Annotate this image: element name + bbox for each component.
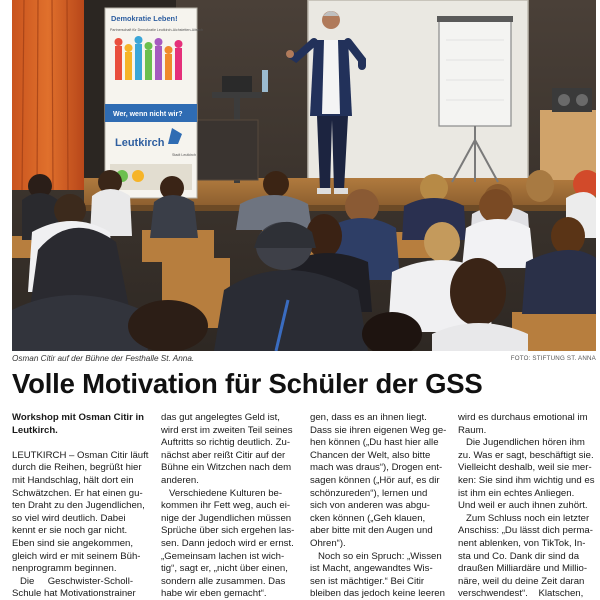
text-line: sen ist mächtiger.“ Bei Citir xyxy=(310,575,425,587)
caption-row xyxy=(12,354,596,366)
banner-subtitle: Partnerschaft für Demokratie Leutkirch-Aichstetten-Aitrach xyxy=(110,28,203,32)
text-line: sta und Co. Dank dir sind da xyxy=(458,550,580,562)
article-lead xyxy=(12,412,150,437)
photo-credit: FOTO: STIFTUNG ST. ANNA xyxy=(510,355,596,362)
text-line: bleiben das jedoch keine leeren xyxy=(310,588,445,600)
text-line: nent ablenken, von TikTok, In- xyxy=(458,537,586,549)
column-4 xyxy=(458,412,596,600)
article-photo xyxy=(12,0,596,351)
banner-title: Demokratie Leben! xyxy=(111,14,178,23)
text-line: Und weil er auch ihnen zuhört. xyxy=(458,500,588,512)
column-2 xyxy=(161,412,299,600)
text-line: Raum. xyxy=(458,424,487,436)
article-body xyxy=(12,412,596,600)
text-line: nige der Jugendlichen müssen xyxy=(161,512,292,524)
text-line: Dass sie ihren eigenen Weg ge- xyxy=(310,424,447,436)
banner-question: Wer, wenn nicht wir? xyxy=(113,111,183,118)
text-line: schönzureden“), lernen und xyxy=(310,487,428,499)
text-line: cken können („Geh klauen, xyxy=(310,512,426,524)
text-line: sondern alle zusammen. Das xyxy=(161,575,286,587)
text-line: Schule hat Motivationstrainer xyxy=(12,588,136,600)
text-line: anderen. xyxy=(161,474,199,486)
column-3 xyxy=(310,412,448,600)
article-headline: Volle Motivation für Schüler der GSS xyxy=(12,368,483,399)
column-1 xyxy=(12,412,150,600)
text-line: Ohren“). xyxy=(310,537,346,549)
text-line: Zum Schluss noch ein letzter xyxy=(458,512,590,524)
text-line: wird erst im zweiten Teil seines xyxy=(161,424,293,436)
text-line: durch die Reihen, begrüßt hier xyxy=(12,462,142,474)
text-line: habe wir eben gemacht“. xyxy=(161,588,267,600)
text-line: „Gemeinsam lachen ist wich- xyxy=(161,550,285,562)
text-line: Sprüche über sich ergehen las- xyxy=(161,525,295,537)
text-line: Noch so ein Spruch: „Wissen xyxy=(310,550,442,562)
text-line: sich von anderen was abgu- xyxy=(310,500,430,512)
text-line: das gut angelegtes Geld ist, xyxy=(161,412,280,423)
text-line: ten Draht zu den Jugendlichen, xyxy=(12,500,145,512)
text-line: Schwätzchen. Er hat einen gu- xyxy=(12,487,143,499)
text-line: Anschiss: „Du lässt dich perma- xyxy=(458,525,593,537)
column-1-text xyxy=(12,450,150,600)
text-line: wird es durchaus emotional im xyxy=(458,412,588,423)
text-line: zu. Was er sagt, beschäftigt sie. xyxy=(458,449,594,461)
photo-illustration xyxy=(12,0,596,351)
text-line: nenprogramm beginnen. xyxy=(12,563,117,575)
lead-line: Leutkirch. xyxy=(12,424,58,436)
text-line: kennt er sie noch gar nicht. xyxy=(12,525,128,537)
rollup-banner xyxy=(105,8,203,198)
text-line: ist Macht, angewandtes Wis- xyxy=(310,563,433,575)
text-line: Verschiedene Kulturen be- xyxy=(161,487,283,499)
text-line: verschwendest“. Klatschen, xyxy=(458,588,584,600)
text-line: aber bitte mit den Augen und xyxy=(310,525,433,537)
text-line: LEUTKIRCH – Osman Citir läuft xyxy=(12,449,149,461)
text-line: Eben sind sie angekommen, xyxy=(12,537,134,549)
text-line: Chancen der Welt, also bitte xyxy=(310,449,431,461)
text-line: Bühne ein Witzchen nach dem xyxy=(161,462,292,474)
banner-small: Stadt Leutkirch xyxy=(172,153,196,157)
text-line: so viel wird deutlich. Dabei xyxy=(12,512,126,524)
text-line: sen. Dann jedoch wird er ernst. xyxy=(161,537,294,549)
text-line: ken: Sie sind ihm wichtig und es xyxy=(458,474,595,486)
text-line: hen können („Du hast hier alle xyxy=(310,437,439,449)
text-line: ist ihm ein echtes Anliegen. xyxy=(458,487,575,499)
text-line: näre, weil du deine Zeit daran xyxy=(458,575,585,587)
text-line: Auftritts so richtig deutlich. Zu- xyxy=(161,437,291,449)
text-line: draußen Milliardäre und Millio- xyxy=(458,563,588,575)
banner-logo: Leutkirch xyxy=(115,137,165,149)
text-line: sagen können („Hör auf, es dir xyxy=(310,474,440,486)
text-line: gleich wird er mit seinem Büh- xyxy=(12,550,141,562)
text-line: Die Jugendlichen hören ihm xyxy=(458,437,585,449)
photo-caption: Osman Citir auf der Bühne der Festhalle St. Anna. xyxy=(12,354,195,363)
text-line: Die Geschwister-Scholl- xyxy=(12,575,134,587)
text-line: nächst aber reißt Citir auf der xyxy=(161,449,286,461)
text-line: mach was draus“), Drogen ent- xyxy=(310,462,443,474)
text-line: tig“, sagt er, „nicht über einen, xyxy=(161,563,288,575)
text-line: kommen ihr Fett weg, auch ei- xyxy=(161,500,291,512)
lead-line: Workshop mit Osman Citir in xyxy=(12,412,145,423)
text-line: gen, dass es an ihnen liegt. xyxy=(310,412,427,423)
text-line: Vielleicht deshalb, weil sie mer- xyxy=(458,462,592,474)
text-line: mit Handschlag, hält dort ein xyxy=(12,474,134,486)
